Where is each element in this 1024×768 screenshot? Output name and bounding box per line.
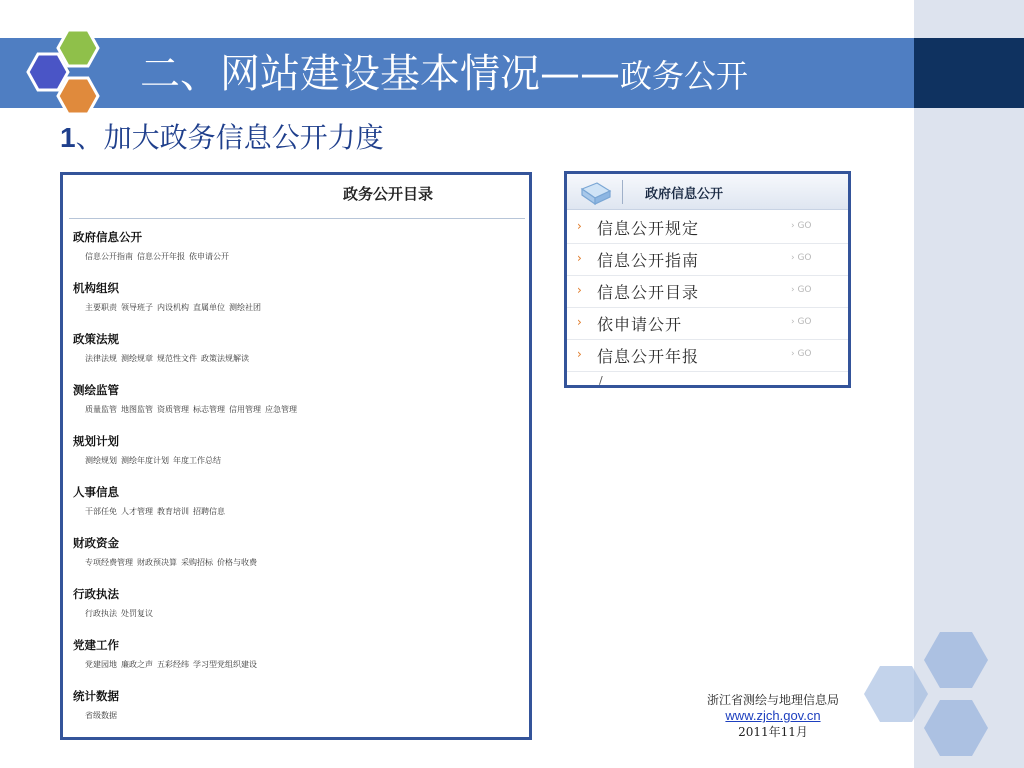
orange-hexagon-icon bbox=[58, 78, 98, 114]
catalog-section bbox=[73, 380, 523, 431]
slide-title bbox=[140, 48, 748, 102]
catalog-link[interactable]: 质量监管 bbox=[85, 405, 117, 414]
catalog-link[interactable]: 信息公开指南 bbox=[85, 252, 133, 261]
catalog-section bbox=[73, 533, 523, 584]
catalog-section-links bbox=[73, 349, 523, 369]
subtitle-text: 、加大政务信息公开力度 bbox=[75, 121, 384, 154]
catalog-section-heading[interactable]: 财政资金 bbox=[73, 536, 119, 550]
catalog-section bbox=[73, 482, 523, 533]
catalog-section bbox=[73, 635, 523, 686]
catalog-link[interactable]: 法律法规 bbox=[85, 354, 117, 363]
menu-item-go-link[interactable]: › GO bbox=[791, 221, 812, 231]
catalog-divider bbox=[69, 218, 525, 219]
slide-subtitle bbox=[60, 120, 384, 156]
green-hexagon-icon bbox=[58, 30, 98, 66]
title-bar-accent bbox=[914, 38, 1024, 108]
catalog-link[interactable]: 学习型党组织建设 bbox=[193, 660, 257, 669]
catalog-section-heading[interactable]: 规划计划 bbox=[73, 434, 119, 448]
catalog-section-heading[interactable]: 测绘监管 bbox=[73, 383, 119, 397]
catalog-link[interactable]: 教育培训 bbox=[157, 507, 189, 516]
catalog-section-heading[interactable]: 行政执法 bbox=[73, 587, 119, 601]
subtitle-number: 1 bbox=[60, 122, 76, 153]
catalog-section-heading[interactable]: 机构组织 bbox=[73, 281, 119, 295]
catalog-section-heading[interactable]: 政府信息公开 bbox=[73, 230, 142, 244]
catalog-link[interactable]: 主要职责 bbox=[85, 303, 117, 312]
menu-item-label[interactable]: 信息公开目录 bbox=[597, 283, 700, 302]
catalog-section-heading[interactable]: 人事信息 bbox=[73, 485, 119, 499]
catalog-title: 政务公开目录 bbox=[343, 185, 434, 203]
chevron-right-icon: › bbox=[577, 219, 582, 233]
catalog-link[interactable]: 测绘社团 bbox=[229, 303, 261, 312]
catalog-link[interactable]: 规范性文件 bbox=[157, 354, 197, 363]
catalog-link[interactable]: 党建园地 bbox=[85, 660, 117, 669]
catalog-section-links bbox=[73, 502, 523, 522]
catalog-link[interactable]: 省级数据 bbox=[85, 711, 117, 720]
catalog-section bbox=[73, 329, 523, 380]
catalog-section-links bbox=[73, 553, 523, 573]
catalog-section-heading[interactable]: 党建工作 bbox=[73, 638, 119, 652]
catalog-section-links bbox=[73, 451, 523, 471]
footer-org: 浙江省测绘与地理信息局 bbox=[706, 693, 839, 707]
menu-header bbox=[567, 174, 848, 210]
decorative-hexagons-icon bbox=[858, 628, 998, 768]
catalog-link[interactable]: 内设机构 bbox=[157, 303, 189, 312]
catalog-section-links bbox=[73, 247, 523, 267]
catalog-link[interactable]: 直属单位 bbox=[193, 303, 225, 312]
catalog-link[interactable]: 行政执法 bbox=[85, 609, 117, 618]
menu-item[interactable] bbox=[567, 308, 848, 340]
catalog-link[interactable]: 政策法规解读 bbox=[201, 354, 249, 363]
footer-date: 2011年11月 bbox=[738, 725, 808, 739]
hexagon-logo-icon bbox=[10, 22, 130, 122]
chevron-right-icon: › bbox=[577, 315, 582, 329]
catalog-section-heading[interactable]: 统计数据 bbox=[73, 689, 119, 703]
menu-item[interactable] bbox=[567, 244, 848, 276]
slide-title-tail: 政务公开 bbox=[620, 57, 749, 95]
slide-title-main: 二、网站建设基本情况—— bbox=[140, 51, 620, 97]
catalog-section bbox=[73, 686, 523, 737]
menu-item-label[interactable]: 信息公开规定 bbox=[597, 219, 700, 238]
blue-hexagon-icon bbox=[28, 54, 68, 90]
catalog-link[interactable]: 资质管理 bbox=[157, 405, 189, 414]
catalog-section-links bbox=[73, 655, 523, 675]
catalog-link[interactable]: 年度工作总结 bbox=[173, 456, 221, 465]
catalog-link[interactable]: 测绘规章 bbox=[121, 354, 153, 363]
chevron-right-icon: › bbox=[577, 347, 582, 361]
catalog-panel bbox=[60, 172, 532, 740]
footer-url-link[interactable]: www.zjch.gov.cn bbox=[725, 708, 821, 723]
catalog-link[interactable]: 人才管理 bbox=[121, 507, 153, 516]
catalog-link[interactable]: 测绘年度计划 bbox=[121, 456, 169, 465]
book-icon bbox=[579, 179, 613, 207]
menu-item-go-link[interactable]: › GO bbox=[791, 253, 812, 263]
catalog-link[interactable]: 依申请公开 bbox=[189, 252, 229, 261]
menu-bottom-mark: / bbox=[599, 374, 603, 387]
catalog-link[interactable]: 信用管理 bbox=[229, 405, 261, 414]
catalog-link[interactable]: 专项经费管理 bbox=[85, 558, 133, 567]
catalog-link[interactable]: 价格与收费 bbox=[217, 558, 257, 567]
catalog-link[interactable]: 应急管理 bbox=[265, 405, 297, 414]
menu-item[interactable] bbox=[567, 276, 848, 308]
catalog-link[interactable]: 信息公开年报 bbox=[137, 252, 185, 261]
catalog-section-links bbox=[73, 604, 523, 624]
footer bbox=[683, 692, 863, 740]
catalog-section bbox=[73, 227, 523, 278]
catalog-section-links bbox=[73, 400, 523, 420]
catalog-link[interactable]: 廉政之声 bbox=[121, 660, 153, 669]
catalog-section bbox=[73, 431, 523, 482]
gov-info-menu bbox=[564, 171, 851, 388]
menu-item[interactable] bbox=[567, 212, 848, 244]
catalog-section bbox=[73, 584, 523, 635]
menu-item-go-link[interactable]: › GO bbox=[791, 317, 812, 327]
catalog-link[interactable]: 标志管理 bbox=[193, 405, 225, 414]
catalog-link[interactable]: 财政预决算 bbox=[137, 558, 177, 567]
catalog-section-heading[interactable]: 政策法规 bbox=[73, 332, 119, 346]
menu-item-label[interactable]: 信息公开年报 bbox=[597, 347, 700, 366]
menu-header-divider bbox=[622, 180, 623, 204]
menu-item-label[interactable]: 依申请公开 bbox=[597, 315, 683, 334]
catalog-link[interactable]: 五彩经纬 bbox=[157, 660, 189, 669]
catalog-section-links bbox=[73, 706, 523, 726]
menu-item-list bbox=[567, 212, 848, 372]
catalog-link[interactable]: 处罚复议 bbox=[121, 609, 153, 618]
menu-item-go-link[interactable]: › GO bbox=[791, 285, 812, 295]
catalog-section-list bbox=[73, 227, 523, 737]
menu-item[interactable] bbox=[567, 340, 848, 372]
chevron-right-icon: › bbox=[577, 283, 582, 297]
catalog-link[interactable]: 领导班子 bbox=[121, 303, 153, 312]
menu-item-go-link[interactable]: › GO bbox=[791, 349, 812, 359]
catalog-section-links bbox=[73, 298, 523, 318]
catalog-link[interactable]: 招聘信息 bbox=[193, 507, 225, 516]
catalog-link[interactable]: 干部任免 bbox=[85, 507, 117, 516]
chevron-right-icon: › bbox=[577, 251, 582, 265]
catalog-link[interactable]: 采购招标 bbox=[181, 558, 213, 567]
catalog-link[interactable]: 地图监管 bbox=[121, 405, 153, 414]
menu-header-title: 政府信息公开 bbox=[645, 187, 724, 202]
catalog-section bbox=[73, 278, 523, 329]
menu-item-label[interactable]: 信息公开指南 bbox=[597, 251, 700, 270]
catalog-link[interactable]: 测绘规划 bbox=[85, 456, 117, 465]
